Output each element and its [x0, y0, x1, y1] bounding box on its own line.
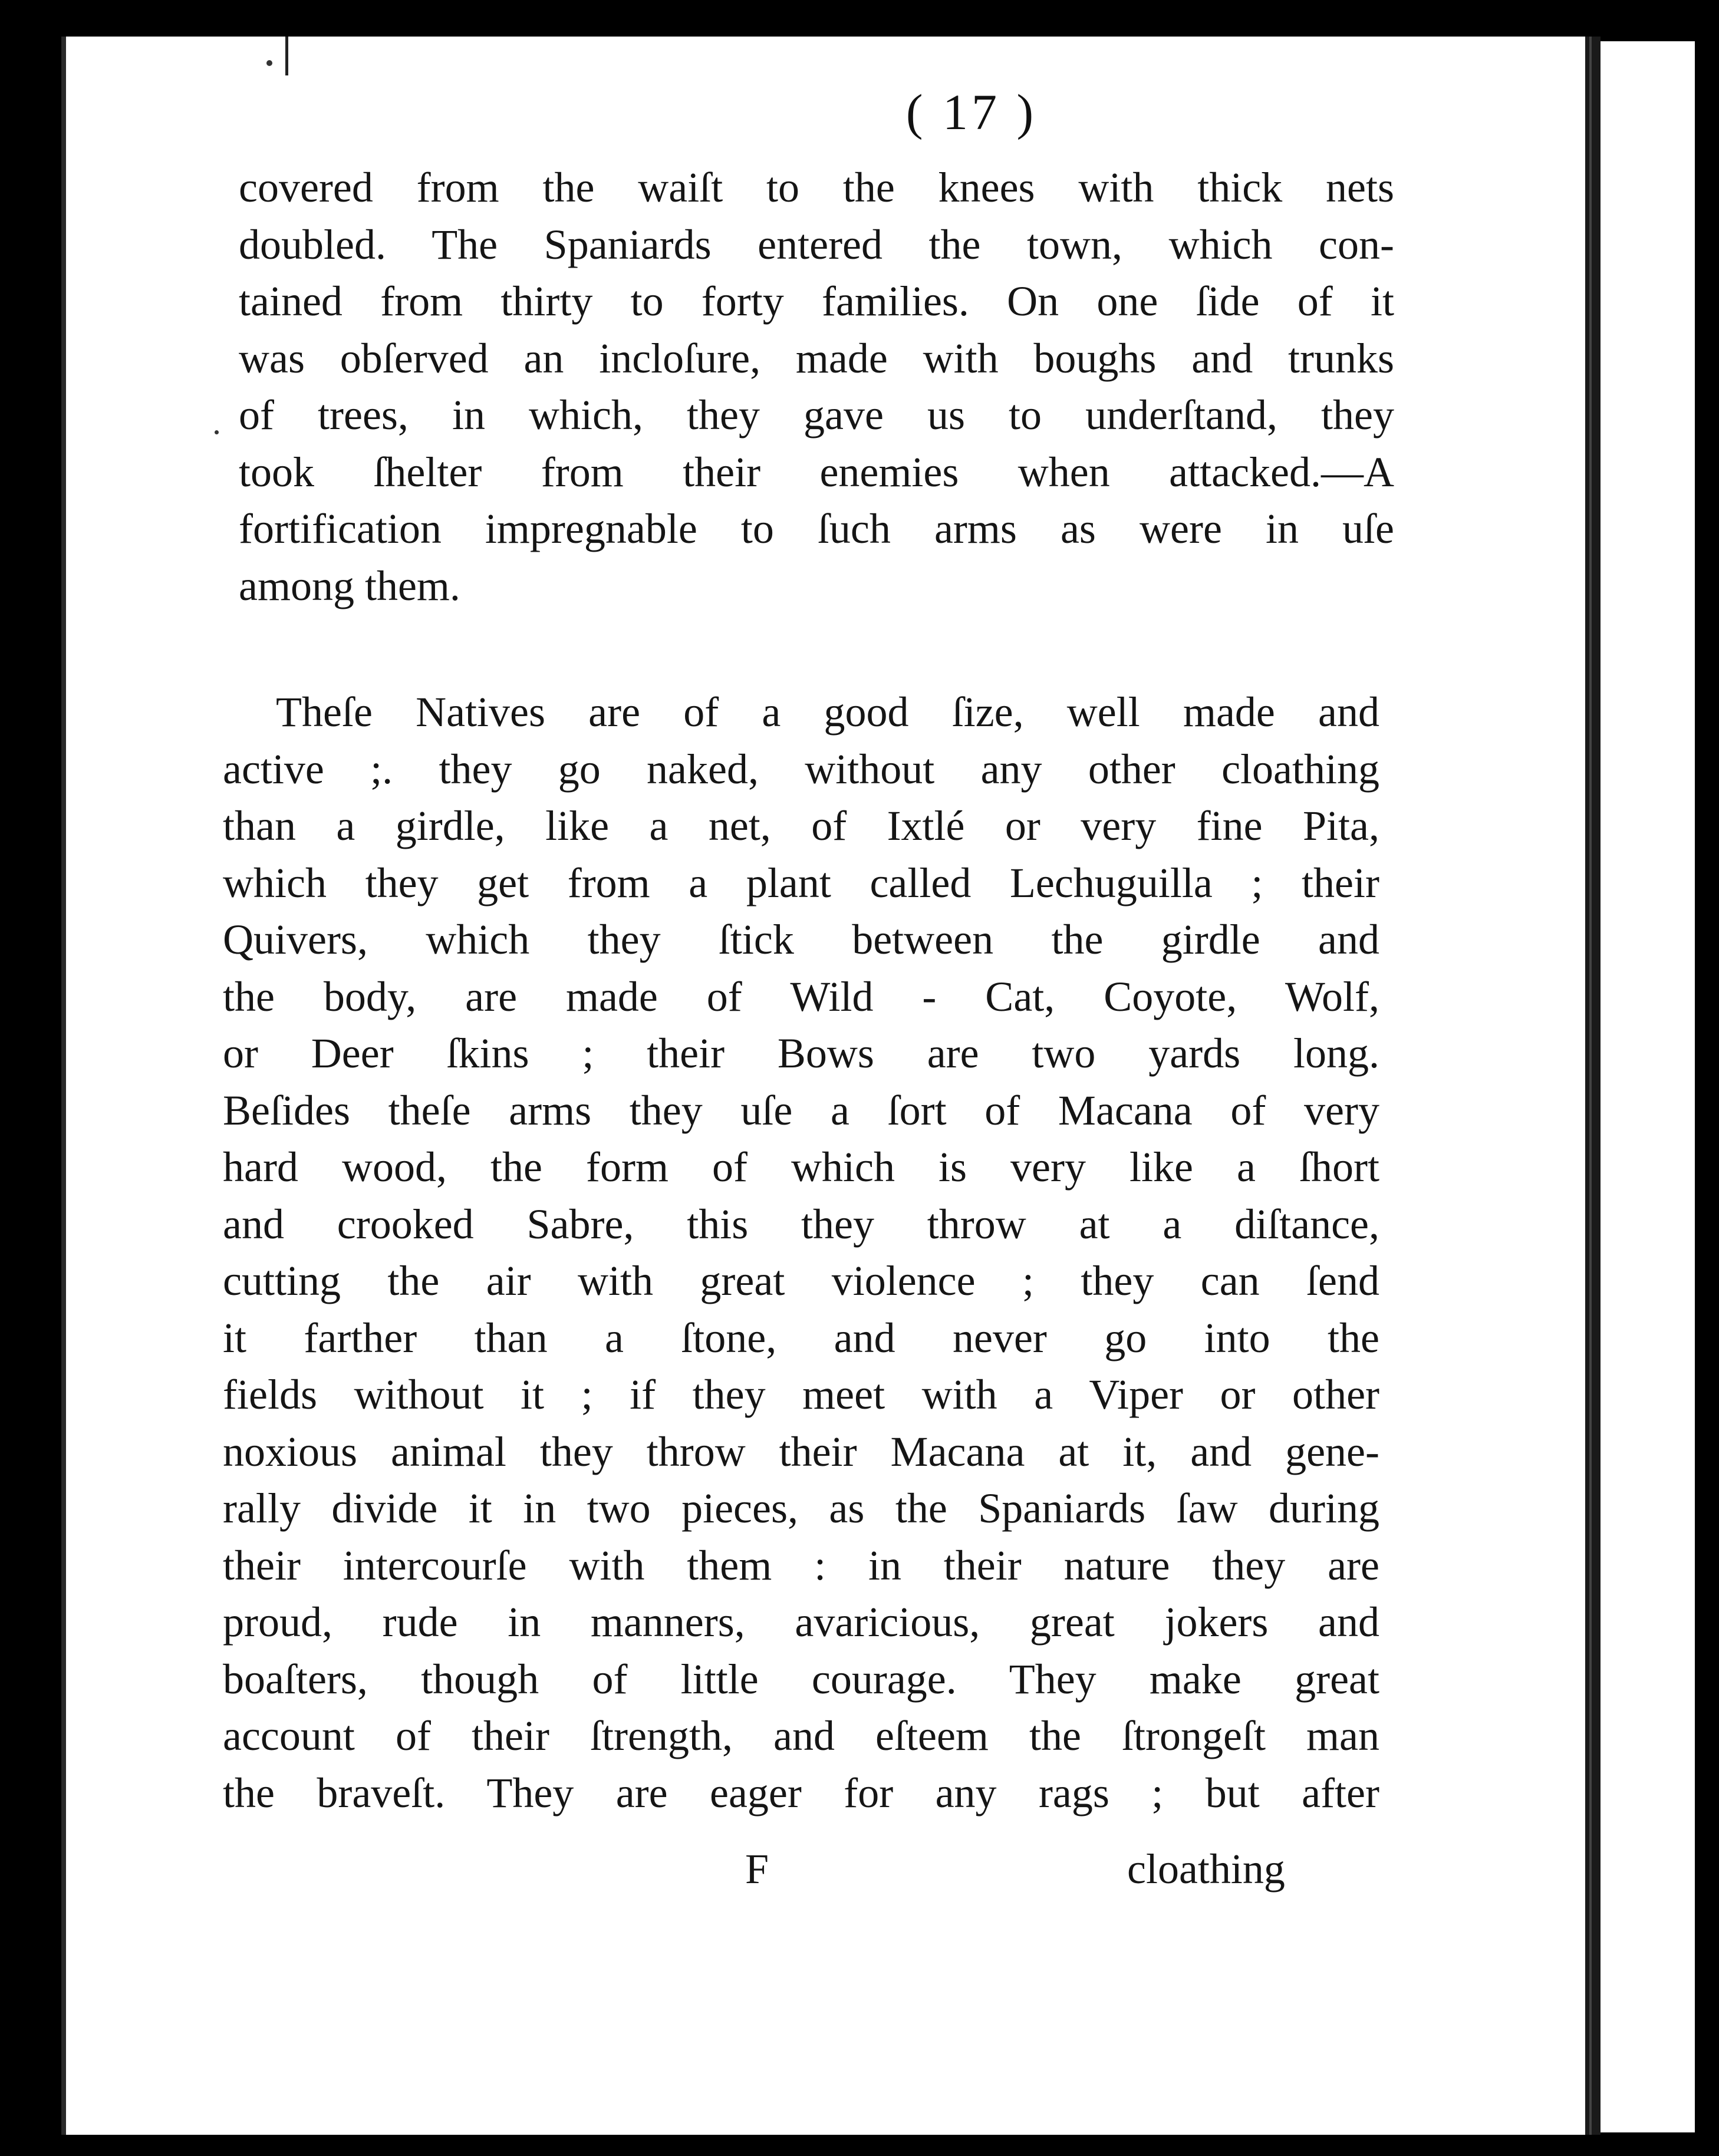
text-line: boaſters, though of little courage. They make great	[223, 1655, 1379, 1703]
page-mark	[285, 37, 288, 75]
text-line: of trees, in which, they gave us to underſtand, they	[239, 391, 1394, 439]
text-line: fortification impregnable to ſuch arms as were in uſe	[239, 505, 1394, 552]
text-line: Theſe Natives are of a good ſize, well made and	[276, 688, 1379, 736]
text-line: rally divide it in two pieces, as the Spaniards ſaw during	[223, 1485, 1379, 1532]
paragraph-1	[239, 159, 1394, 614]
text-line: hard wood, the form of which is very like a ſhort	[223, 1143, 1379, 1191]
text-line: and crooked Sabre, this they throw at a diſtance,	[223, 1200, 1379, 1248]
text-line: noxious animal they throw their Macana at it, and gene-	[223, 1428, 1379, 1475]
text-line: the braveſt. They are eager for any rags ; but after	[223, 1769, 1379, 1817]
text-line: than a girdle, like a net, of Ixtlé or very fine Pita,	[223, 802, 1379, 849]
text-line: covered from the waiſt to the knees with thick nets	[239, 164, 1394, 211]
ink-speck	[215, 430, 219, 434]
text-line: which they get from a plant called Lechuguilla ; their	[223, 859, 1379, 906]
text-line: account of their ſtrength, and eſteem the ſtrongeſt man	[223, 1712, 1379, 1759]
signature-mark: F	[745, 1845, 769, 1893]
ink-speck	[266, 60, 272, 66]
text-line: the body, are made of Wild - Cat, Coyote, Wolf,	[223, 972, 1379, 1020]
text-line: their intercourſe with them : in their nature they are	[223, 1541, 1379, 1589]
text-line: doubled. The Spaniards entered the town, which con-	[239, 220, 1394, 268]
page-gutter	[1585, 37, 1601, 2135]
text-line: active ;. they go naked, without any other cloathing	[223, 745, 1379, 793]
text-line: Beſides theſe arms they uſe a ſort of Macana of very	[223, 1086, 1379, 1134]
text-line: was obſerved an incloſure, made with boughs and trunks	[239, 334, 1394, 382]
text-line: Quivers, which they ſtick between the girdle and	[223, 916, 1379, 963]
text-line: among them.	[239, 562, 460, 609]
text-line: or Deer ſkins ; their Bows are two yards long.	[223, 1030, 1379, 1077]
spine-line	[1589, 37, 1592, 2135]
text-line: tained from thirty to forty families. On one ſide of it	[239, 278, 1394, 325]
text-line: cutting the air with great violence ; they can ſend	[223, 1257, 1379, 1304]
paragraph-2	[223, 684, 1379, 1821]
catchword: cloathing	[1127, 1845, 1285, 1893]
text-line: took ſhelter from their enemies when attacked.—A	[239, 448, 1394, 496]
text-line: it farther than a ſtone, and never go into the	[223, 1314, 1379, 1361]
page-number: ( 17 )	[905, 84, 1038, 140]
text-line: proud, rude in manners, avaricious, great jokers and	[223, 1598, 1379, 1646]
facing-page-edge	[1601, 41, 1695, 2132]
text-line: fields without it ; if they meet with a Viper or other	[223, 1371, 1379, 1418]
page-left-border	[61, 37, 66, 2135]
